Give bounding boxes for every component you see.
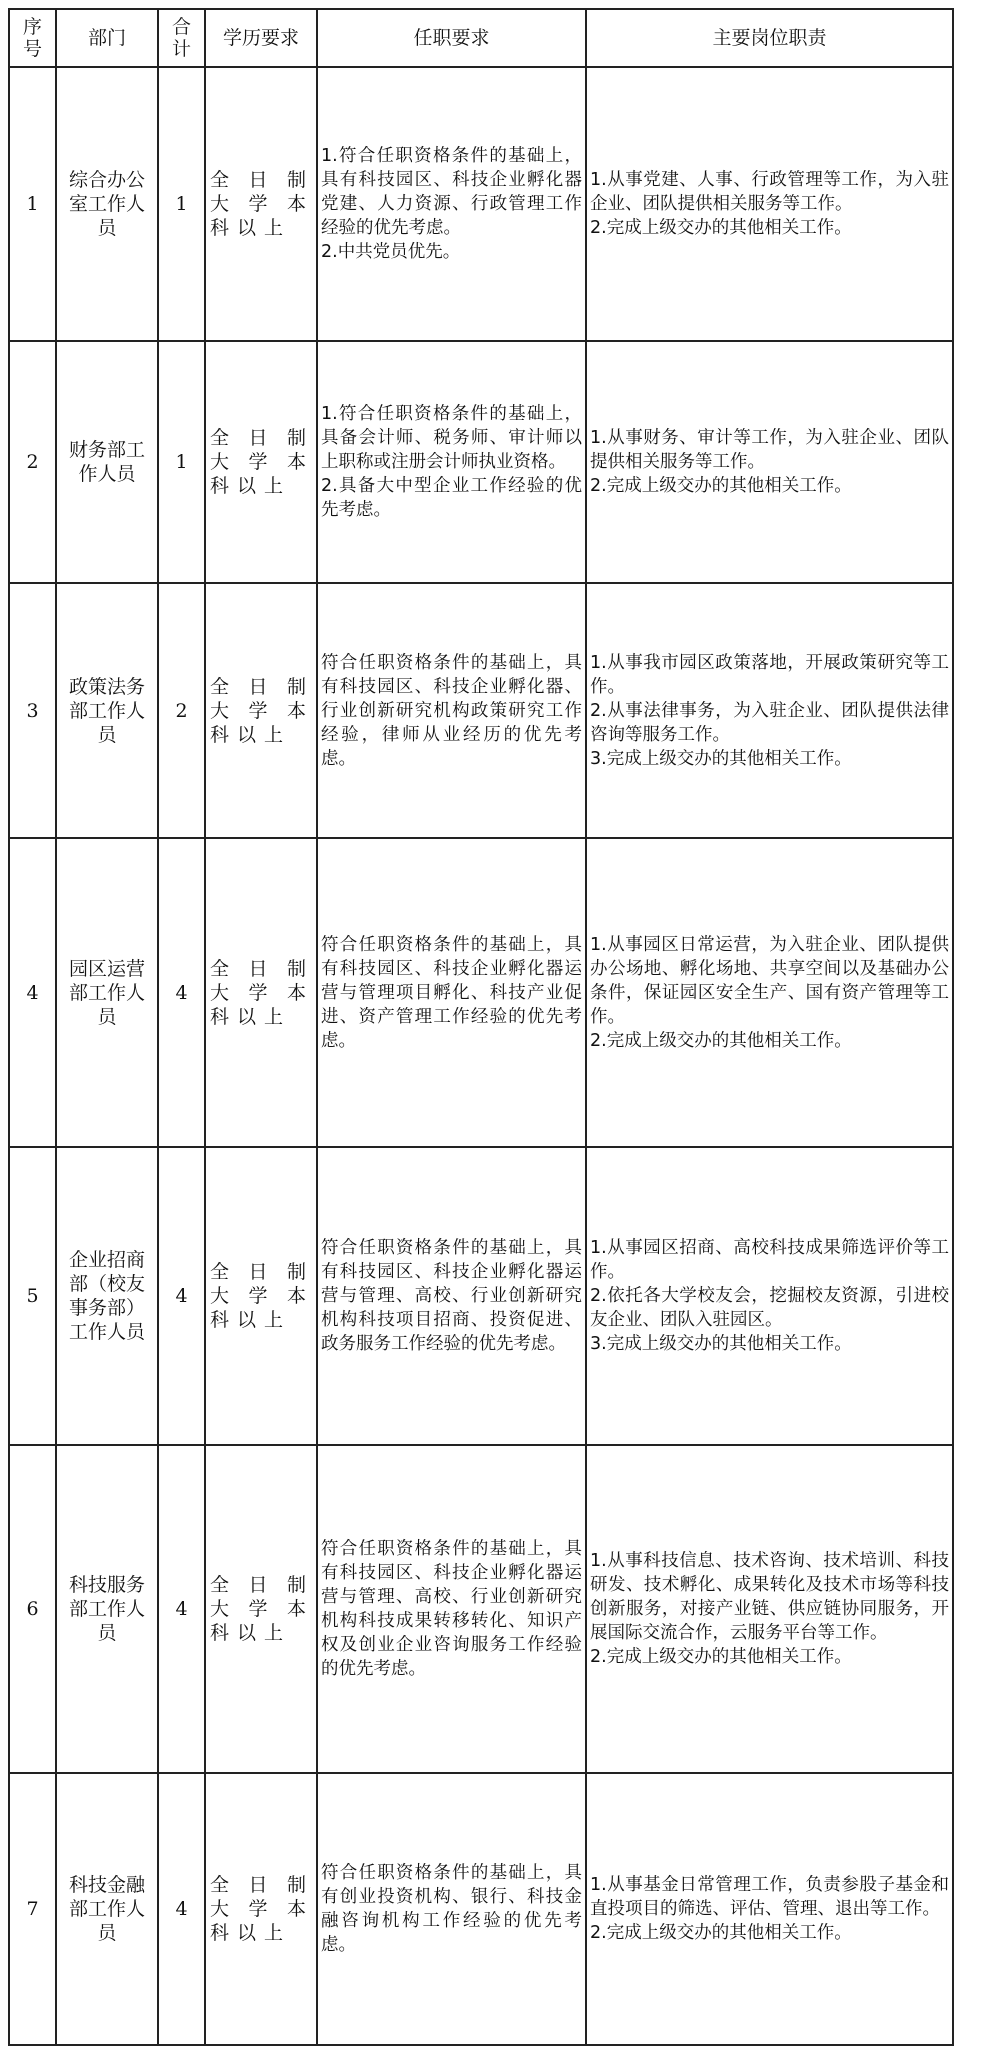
cell-line: 2.完成上级交办的其他相关工作。 (590, 1030, 852, 1051)
cell-index: 4 (9, 838, 56, 1147)
cell-duties (586, 1773, 953, 2045)
cell-duties (586, 1445, 953, 1773)
cell-line: 1.从事园区招商、高校科技成果筛选评价等工作。 (590, 1238, 949, 1282)
cell-line: 1.从事科技信息、技术咨询、技术培训、科技研发、技术孵化、成果转化及技术市场等科技创新服务，对接产业链、供应链协同服务，开展国际交流合作，云服务平台等工作。 (590, 1551, 949, 1643)
header-requirements: 任职要求 (317, 9, 586, 67)
cell-education: 全日制大学本科以上 (205, 1445, 317, 1773)
cell-line: 2.依托各大学校友会，挖掘校友资源，引进校友企业、团队入驻园区。 (590, 1286, 949, 1330)
cell-requirements (317, 341, 586, 583)
cell-line: 1.符合任职资格条件的基础上，具备会计师、税务师、审计师以上职称或注册会计师执业资格。 (321, 404, 582, 472)
recruitment-table (8, 8, 954, 2046)
cell-department: 科技金融部工作人员 (56, 1773, 158, 2045)
cell-line: 2.中共党员优先。 (321, 242, 461, 262)
cell-line: 1.从事党建、人事、行政管理等工作，为入驻企业、团队提供相关服务等工作。 (590, 170, 949, 214)
cell-requirements: 符合任职资格条件的基础上，具有创业投资机构、银行、科技金融咨询机构工作经验的优先考虑。 (317, 1773, 586, 2045)
cell-department: 园区运营部工作人员 (56, 838, 158, 1147)
table-row (9, 838, 953, 1147)
cell-department: 科技服务部工作人员 (56, 1445, 158, 1773)
cell-line: 2.完成上级交办的其他相关工作。 (590, 476, 852, 496)
cell-department: 综合办公室工作人员 (56, 67, 158, 341)
header-index: 序号 (9, 9, 56, 67)
cell-requirements: 符合任职资格条件的基础上，具有科技园区、科技企业孵化器运营与管理、高校、行业创新研究机构科技成果转移转化、知识产权及创业企业咨询服务工作经验的优先考虑。 (317, 1445, 586, 1773)
cell-duties (586, 583, 953, 838)
cell-duties (586, 838, 953, 1147)
cell-education: 全日制大学本科以上 (205, 1773, 317, 2045)
cell-total: 1 (158, 67, 205, 341)
cell-line: 1.符合任职资格条件的基础上，具有科技园区、科技企业孵化器党建、人力资源、行政管理工作经验的优先考虑。 (321, 146, 582, 238)
cell-index: 6 (9, 1445, 56, 1773)
table-row (9, 1445, 953, 1773)
cell-line: 1.从事财务、审计等工作，为入驻企业、团队提供相关服务等工作。 (590, 428, 949, 472)
table-row (9, 1773, 953, 2045)
cell-department: 企业招商部（校友事务部）工作人员 (56, 1147, 158, 1445)
cell-department: 财务部工作人员 (56, 341, 158, 583)
cell-line: 3.完成上级交办的其他相关工作。 (590, 748, 852, 769)
cell-total: 1 (158, 341, 205, 583)
cell-education: 全日制大学本科以上 (205, 838, 317, 1147)
cell-education: 全日制大学本科以上 (205, 341, 317, 583)
cell-line: 2.完成上级交办的其他相关工作。 (590, 218, 852, 238)
cell-duties (586, 341, 953, 583)
cell-education: 全日制大学本科以上 (205, 1147, 317, 1445)
header-department: 部门 (56, 9, 158, 67)
cell-index: 5 (9, 1147, 56, 1445)
cell-index: 7 (9, 1773, 56, 2045)
cell-total: 4 (158, 1773, 205, 2045)
cell-line: 2.具备大中型企业工作经验的优先考虑。 (321, 476, 582, 520)
table-row (9, 1147, 953, 1445)
cell-requirements: 符合任职资格条件的基础上，具有科技园区、科技企业孵化器、行业创新研究机构政策研究工作经验，律师从业经历的优先考虑。 (317, 583, 586, 838)
cell-line: 1.从事园区日常运营，为入驻企业、团队提供办公场地、孵化场地、共享空间以及基础办公条件，保证园区安全生产、国有资产管理等工作。 (590, 934, 949, 1027)
cell-total: 2 (158, 583, 205, 838)
cell-line: 3.完成上级交办的其他相关工作。 (590, 1334, 852, 1354)
cell-line: 2.完成上级交办的其他相关工作。 (590, 1647, 852, 1667)
cell-line: 1.从事基金日常管理工作，负责参股子基金和直投项目的筛选、评估、管理、退出等工作。 (590, 1875, 949, 1919)
cell-index: 3 (9, 583, 56, 838)
cell-requirements: 符合任职资格条件的基础上，具有科技园区、科技企业孵化器运营与管理、高校、行业创新研究机构科技项目招商、投资促进、政务服务工作经验的优先考虑。 (317, 1147, 586, 1445)
cell-education: 全日制大学本科以上 (205, 67, 317, 341)
cell-requirements: 符合任职资格条件的基础上，具有科技园区、科技企业孵化器运营与管理项目孵化、科技产业促进、资产管理工作经验的优先考虑。 (317, 838, 586, 1147)
cell-index: 2 (9, 341, 56, 583)
header-duties: 主要岗位职责 (586, 9, 953, 67)
table-row (9, 341, 953, 583)
cell-line: 1.从事我市园区政策落地，开展政策研究等工作。 (590, 652, 949, 697)
cell-education: 全日制大学本科以上 (205, 583, 317, 838)
cell-total: 4 (158, 838, 205, 1147)
cell-duties (586, 1147, 953, 1445)
cell-line: 2.完成上级交办的其他相关工作。 (590, 1923, 852, 1943)
cell-index: 1 (9, 67, 56, 341)
table-row (9, 67, 953, 341)
table-row (9, 583, 953, 838)
cell-line: 2.从事法律事务，为入驻企业、团队提供法律咨询等服务工作。 (590, 700, 949, 745)
cell-department: 政策法务部工作人员 (56, 583, 158, 838)
table-header-row (9, 9, 953, 67)
header-education: 学历要求 (205, 9, 317, 67)
header-total: 合计 (158, 9, 205, 67)
cell-total: 4 (158, 1445, 205, 1773)
cell-requirements (317, 67, 586, 341)
cell-duties (586, 67, 953, 341)
cell-total: 4 (158, 1147, 205, 1445)
